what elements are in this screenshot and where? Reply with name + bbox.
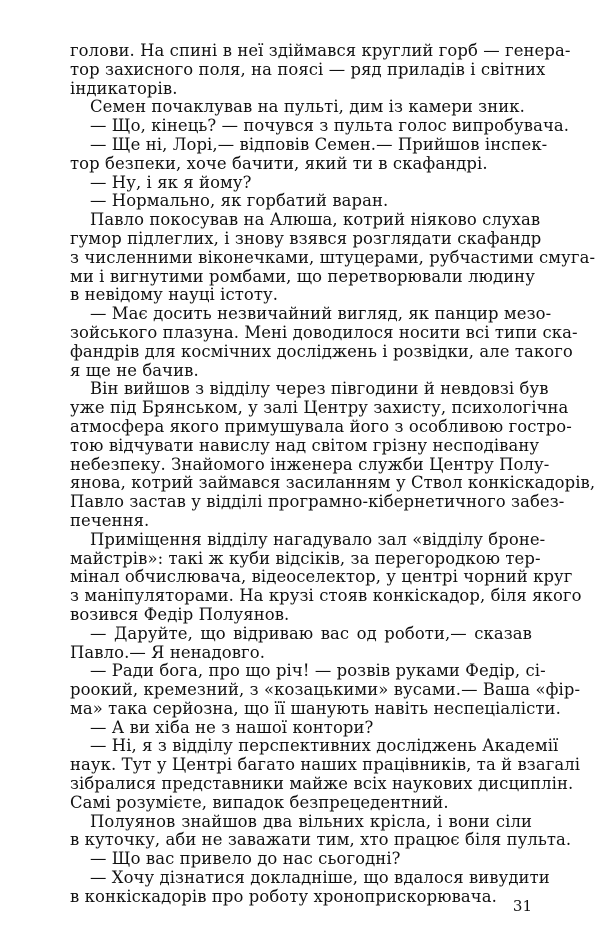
text-line: тою відчувати навислу над світом грізну несподівану [70, 435, 540, 455]
text-line: зойського плазуна. Мені доводилося носити всі типи ска- [70, 322, 578, 342]
text-line: — Ні, я з відділу перспективних досліджень Академії [90, 736, 559, 756]
text-line: зібралися представники майже всіх наукових дисциплін. [70, 774, 574, 794]
text-line: ма» така серйозна, що її шанують навіть неспеціалісти. [70, 698, 561, 718]
text-line: — А ви хіба не з нашої контори? [90, 717, 374, 737]
text-line: Семен почаклував на пульті, дим із камери зник. [90, 97, 525, 117]
text-line: гумор підлеглих, і знову взявся розглядати скафандр [70, 228, 542, 248]
page-text [70, 41, 596, 907]
text-line: голови. На спині в неї здіймався круглий горб — генера- [70, 41, 571, 60]
text-line: індикаторів. [70, 78, 178, 98]
text-line: — Ну, і як я йому? [90, 172, 252, 192]
text-line: небезпеку. Знайомого інженера служби Центру Полу- [70, 454, 550, 474]
text-line: возився Федір Полуянов. [70, 604, 290, 624]
text-line: — Ради бога, про що річ! — розвів руками Федір, сі- [90, 661, 546, 681]
text-line: — Нормально, як горбатий варан. [90, 191, 389, 211]
text-line: я ще не бачив. [70, 360, 199, 380]
text-line: — Даруйте, що відриваю вас од роботи,— сказав [90, 623, 532, 643]
text-line: атмосфера якого примушувала його з особливою гостро- [70, 416, 572, 436]
text-line: печення. [70, 510, 150, 530]
text-line: тор безпеки, хоче бачити, який ти в скафандрі. [70, 153, 488, 173]
text-line: тор захисного поля, на поясі — ряд приладів і світних [70, 59, 546, 79]
text-line: янова, котрий займався засиланням у Ствол конкіскадорів, [70, 473, 596, 493]
text-line: з численними віконечками, штуцерами, рубчастими смуга- [70, 247, 596, 267]
text-line: з маніпуляторами. На крузі стояв конкіскадор, біля якого [70, 586, 582, 606]
text-line: ми і вигнутими ромбами, що перетворювали людину [70, 266, 535, 286]
page-number: 31 [512, 897, 532, 915]
text-line: — Що вас привело до нас сьогодні? [90, 849, 401, 869]
text-line: — Що, кінець? — почувся з пульта голос випробувача. [90, 116, 570, 136]
text-line: роокий, кремезний, з «козацькими» вусами.— Ваша «фір- [70, 680, 581, 700]
text-line: — Має досить незвичайний вигляд, як панцир мезо- [90, 304, 552, 324]
text-line: наук. Тут у Центрі багато наших працівників, та й взагалі [70, 755, 581, 775]
text-line: Павло застав у відділі програмно-кібернетичного забез- [70, 492, 565, 512]
text-line: майстрів»: такі ж куби відсіків, за перегородкою тер- [70, 548, 541, 568]
text-line: Приміщення відділу нагадувало зал «відділу броне- [90, 529, 546, 549]
text-line: Павло покосував на Алюша, котрий ніяково слухав [90, 210, 541, 230]
text-line: — Ще ні, Лорі,— відповів Семен.— Прийшов інспек- [90, 134, 548, 154]
text-line: Полуянов знайшов два вільних крісла, і вони сіли [90, 811, 532, 831]
text-line: в куточку, аби не заважати тим, хто працює біля пульта. [70, 830, 572, 850]
text-line: уже під Брянськом, у залі Центру захисту, психологічна [70, 398, 569, 418]
text-line: — Хочу дізнатися докладніше, що вдалося вивудити [90, 868, 550, 888]
text-line: Самі розумієте, випадок безпрецедентний. [70, 792, 449, 812]
text-line: в конкіскадорів про роботу хроноприскорювача. [70, 886, 497, 906]
text-line: Павло.— Я ненадовго. [70, 642, 266, 662]
text-line: фандрів для космічних досліджень і розвідки, але такого [70, 341, 573, 361]
text-line: мінал обчислювача, відеоселектор, у центрі чорний круг [70, 567, 573, 587]
text-line: Він вийшов з відділу через півгодини й невдовзі був [90, 379, 549, 399]
text-line: в невідому науці істоту. [70, 285, 279, 305]
